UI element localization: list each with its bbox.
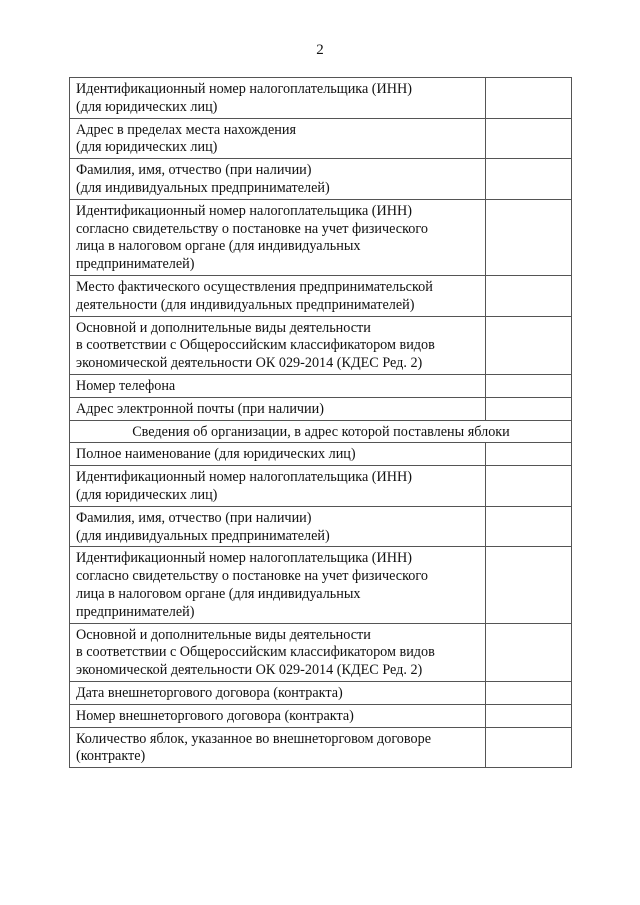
field-label: Основной и дополнительные виды деятельности в соответствии с Общероссийским классификатором видов экономической деятельности ОК 029-2014 (КДЕС Ред. 2) (70, 316, 486, 374)
field-value (486, 118, 572, 159)
field-label: Номер внешнеторгового договора (контракта) (70, 704, 486, 727)
field-label: Идентификационный номер налогоплательщика (ИНН) согласно свидетельству о постановке на учет физического лица в налоговом органе (для индивидуальных предпринимателей) (70, 199, 486, 275)
field-label: Номер телефона (70, 374, 486, 397)
field-value (486, 374, 572, 397)
field-value (486, 506, 572, 547)
field-label: Основной и дополнительные виды деятельности в соответствии с Общероссийским классификатором видов экономической деятельности ОК 029-2014 (КДЕС Ред. 2) (70, 623, 486, 681)
field-value (486, 704, 572, 727)
table-row (70, 547, 572, 623)
table-row (70, 443, 572, 466)
field-value (486, 681, 572, 704)
table-row (70, 374, 572, 397)
table-row (70, 623, 572, 681)
field-value (486, 397, 572, 420)
table-row (70, 727, 572, 768)
table-row (70, 159, 572, 200)
field-label: Фамилия, имя, отчество (при наличии) (для индивидуальных предпринимателей) (70, 159, 486, 200)
table-row (70, 506, 572, 547)
field-label: Фамилия, имя, отчество (при наличии) (для индивидуальных предпринимателей) (70, 506, 486, 547)
field-label: Адрес в пределах места нахождения (для юридических лиц) (70, 118, 486, 159)
field-label: Идентификационный номер налогоплательщика (ИНН) согласно свидетельству о постановке на учет физического лица в налоговом органе (для индивидуальных предпринимателей) (70, 547, 486, 623)
section-header-row (70, 420, 572, 443)
table-row (70, 397, 572, 420)
field-value (486, 547, 572, 623)
field-label: Дата внешнеторгового договора (контракта) (70, 681, 486, 704)
table-row (70, 199, 572, 275)
field-value (486, 443, 572, 466)
field-label: Место фактического осуществления предпринимательской деятельности (для индивидуальных предпринимателей) (70, 275, 486, 316)
table-row (70, 681, 572, 704)
table-row (70, 704, 572, 727)
table-row (70, 466, 572, 507)
field-value (486, 78, 572, 119)
field-value (486, 466, 572, 507)
field-value (486, 316, 572, 374)
table-row (70, 78, 572, 119)
table-row (70, 275, 572, 316)
table-row (70, 118, 572, 159)
field-label: Идентификационный номер налогоплательщика (ИНН) (для юридических лиц) (70, 466, 486, 507)
info-table (69, 77, 572, 768)
field-value (486, 727, 572, 768)
field-label: Полное наименование (для юридических лиц) (70, 443, 486, 466)
page-number: 2 (316, 42, 324, 58)
field-value (486, 159, 572, 200)
field-label: Количество яблок, указанное во внешнеторговом договоре (контракте) (70, 727, 486, 768)
section-header: Сведения об организации, в адрес которой поставлены яблоки (70, 420, 572, 443)
field-label: Адрес электронной почты (при наличии) (70, 397, 486, 420)
field-label: Идентификационный номер налогоплательщика (ИНН) (для юридических лиц) (70, 78, 486, 119)
field-value (486, 199, 572, 275)
field-value (486, 623, 572, 681)
table-row (70, 316, 572, 374)
field-value (486, 275, 572, 316)
